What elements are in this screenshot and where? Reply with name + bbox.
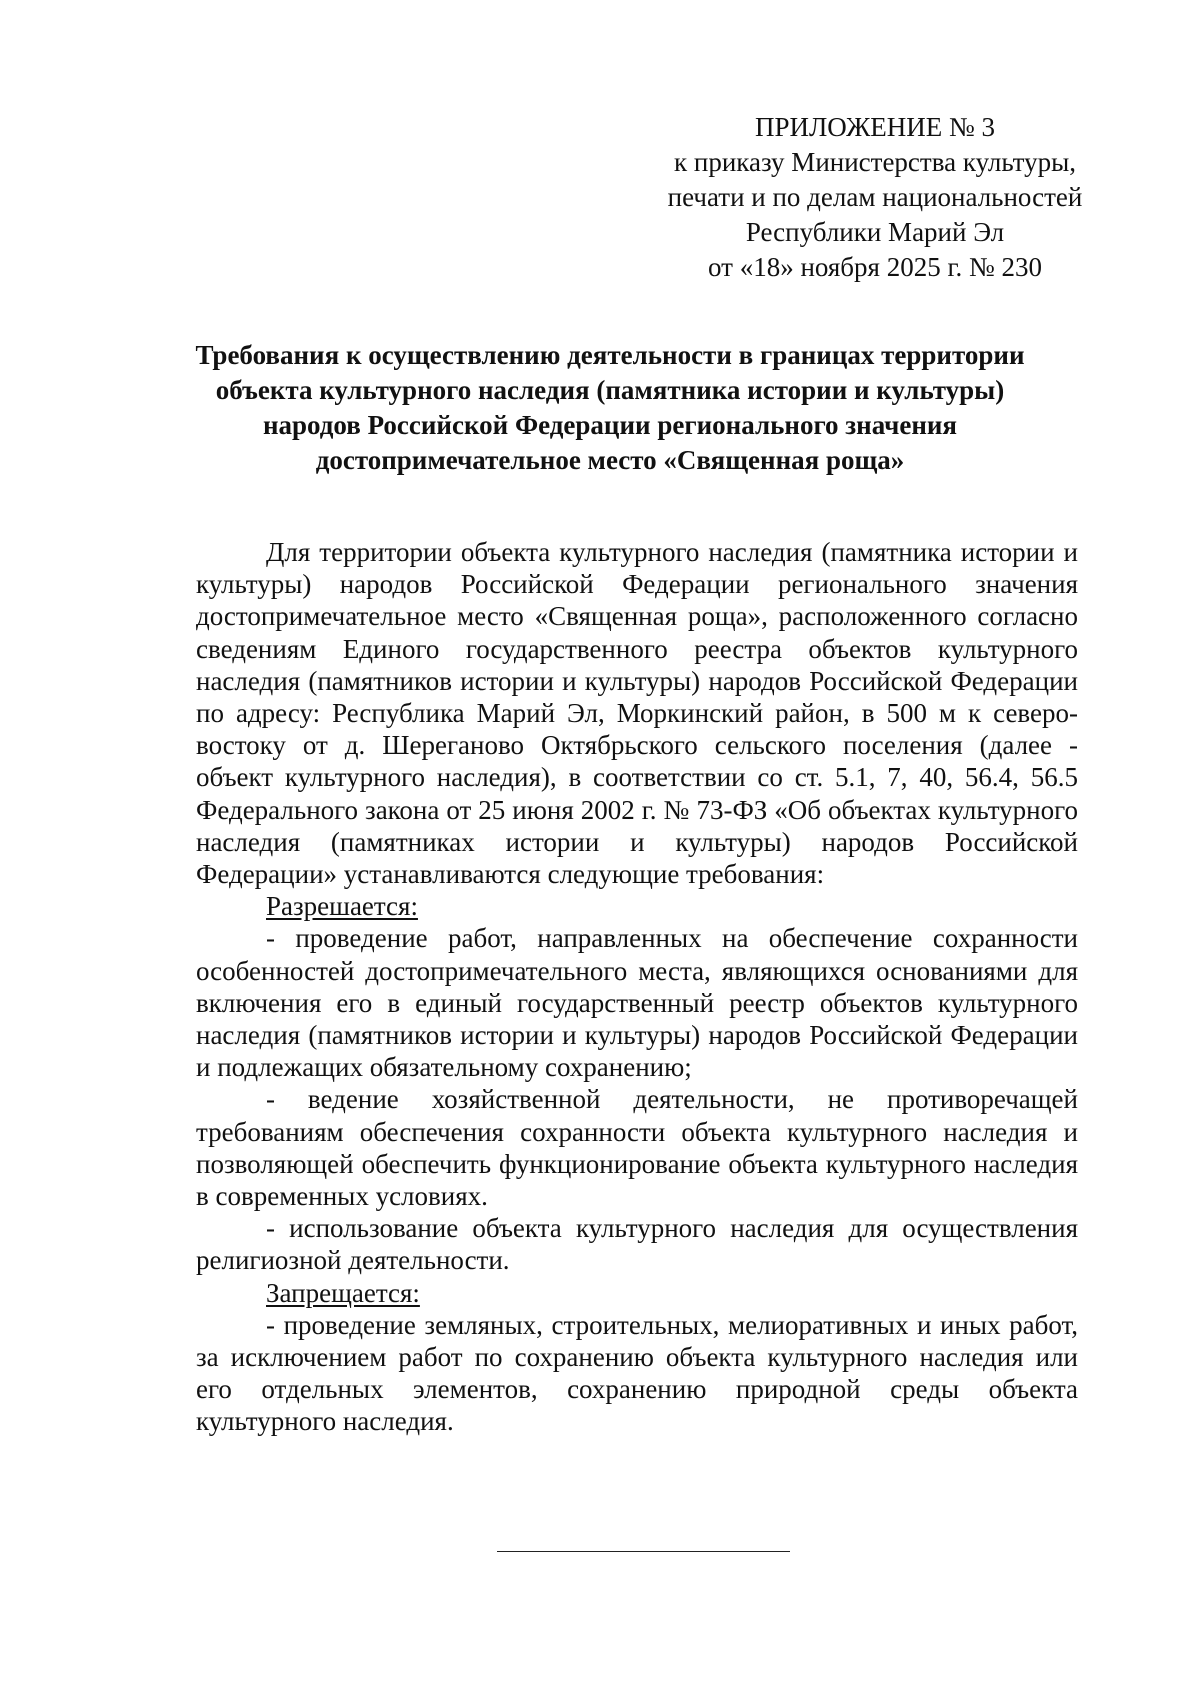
document-title [170,338,1050,478]
title-line-2: объекта культурного наследия (памятника истории и культуры) [215,375,1005,405]
appendix-block [640,110,1110,285]
allowed-item-2: - ведение хозяйственной деятельности, не противоречащей требованиям обеспечения сохранности объекта культурного наследия и позволяющей обеспечить функционирование объекта культурного наследия в современных условиях. [196,1084,1078,1212]
allowed-item-3: - использование объекта культурного наследия для осуществления религиозной деятельности. [196,1213,1078,1276]
appendix-date-line: от «18» ноября 2025 г. № 230 [708,252,1042,282]
forbidden-heading: Запрещается: [266,1277,420,1308]
intro-paragraph: Для территории объекта культурного наследия (памятника истории и культуры) народов Российской Федерации регионального значения достопримечательное место «Священная роща», расположенного согласно сведениям Единого государственного реестра объектов культурного наследия (памятников истории и культуры) народов Российской Федерации по адресу: Республика Марий Эл, Моркинский район, в 500 м к северо-востоку от д. Шереганово Октябрьского сельского поселения (далее - объект культурного наследия), в соответствии со ст. 5.1, 7, 40, 56.4, 56.5 Федерального закона от 25 июня 2002 г. № 73-ФЗ «Об объектах культурного наследия (памятниках истории и культуры) народов Российской Федерации» устанавливаются следующие требования: [196,537,1078,890]
appendix-republic-line: Республики Марий Эл [745,217,1005,247]
appendix-ministry-line: печати и по делам национальностей [667,182,1083,212]
allowed-heading-row [196,890,1078,922]
appendix-order-line: к приказу Министерства культуры, [674,147,1076,177]
closing-divider-line [497,1551,790,1552]
appendix-number: ПРИЛОЖЕНИЕ № 3 [754,112,996,142]
title-line-1: Требования к осуществлению деятельности в границах территории [195,340,1025,370]
title-line-4: достопримечательное место «Священная роща» [315,445,905,475]
allowed-item-1: - проведение работ, направленных на обеспечение сохранности особенностей достопримечательного места, являющихся основаниями для включения его в единый государственный реестр объектов культурного наследия (памятников истории и культуры) народов Российской Федерации и подлежащих обязательному сохранению; [196,923,1078,1083]
title-line-3: народов Российской Федерации регионального значения [262,410,958,440]
allowed-heading: Разрешается: [266,891,418,922]
forbidden-item-1: - проведение земляных, строительных, мелиоративных и иных работ, за исключением работ по сохранению объекта культурного наследия или его отдельных элементов, сохранению природной среды объекта культурного наследия. [196,1309,1078,1437]
document-body [196,536,1078,1438]
forbidden-heading-row [196,1277,1078,1309]
